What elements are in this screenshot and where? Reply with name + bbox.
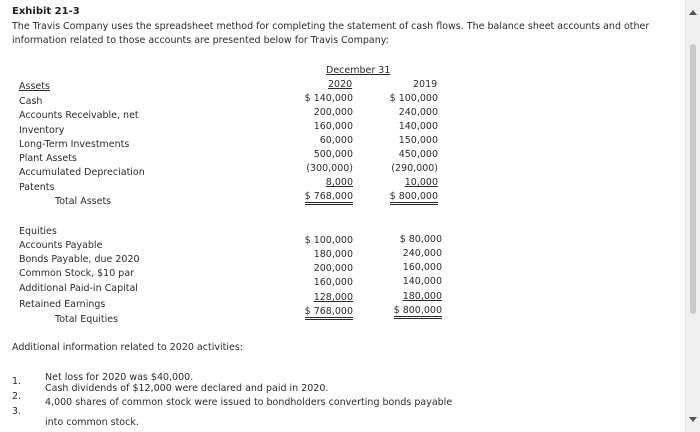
table-cell-2019: $ 80,000 [399,234,442,245]
total-assets-2019: $ 800,000 [390,191,438,205]
table-cell-2019: 150,000 [398,135,438,146]
table-cell-2020: $ 100,000 [304,235,353,246]
assets-heading: Assets [19,81,50,92]
total-assets-2020: $ 768,000 [305,191,353,205]
table-cell-2020: (300,000) [306,163,353,174]
table-row-label: Accumulated Depreciation [19,167,145,178]
table-row-label: Common Stock, $10 par [19,268,135,279]
scroll-down-icon[interactable] [689,417,697,422]
equities-heading: Equities [19,226,57,237]
table-cell-2019: $ 100,000 [389,93,438,104]
list-item-continuation: into common stock. [45,417,139,428]
list-item-number: 2. [12,391,22,402]
table-row-label: Plant Assets [19,153,77,164]
year-2020-header: 2020 [328,79,353,90]
table-cell-2019: 240,000 [402,248,442,259]
table-cell-2019: 140,000 [402,276,442,287]
table-cell-2019: 240,000 [398,107,438,118]
table-row-label: Additional Paid-in Capital [19,283,138,294]
scroll-thumb[interactable] [690,44,696,314]
table-row-label: Accounts Payable [19,240,103,251]
list-item: Cash dividends of $12,000 were declared and paid in 2020. [45,383,329,394]
total-assets-label: Total Assets [55,196,112,207]
table-cell-2020: 8,000 [325,177,353,188]
intro-line-1: The Travis Company uses the spreadsheet method for completing the statement of cash flows. The balance sheet accounts and other [12,21,650,32]
table-cell-2019: 10,000 [404,177,438,188]
intro-line-2: information related to those accounts are presented below for Travis Company: [12,35,389,46]
total-equities-2020: $ 768,000 [305,306,353,320]
table-cell-2020: 160,000 [313,277,353,288]
table-row-label: Long-Term Investments [19,139,130,150]
table-cell-2020: 200,000 [313,107,353,118]
vertical-scrollbar[interactable] [685,0,700,432]
table-cell-2020: 160,000 [313,121,353,132]
list-item: Net loss for 2020 was $40,000. [45,372,194,383]
additional-info-heading: Additional information related to 2020 activities: [12,342,243,353]
total-equities-label: Total Equities [55,314,119,325]
table-row-label: Inventory [19,125,65,136]
table-row-label: Patents [19,182,55,193]
table-cell-2019: 140,000 [398,121,438,132]
table-cell-2020: 200,000 [313,263,353,274]
table-row-label: Cash [19,96,43,107]
list-item-number: 1. [12,376,22,387]
exhibit-title: Exhibit 21-3 [12,6,80,17]
year-2019-header: 2019 [413,79,438,90]
scroll-up-icon[interactable] [689,10,697,15]
table-row-label: Accounts Receivable, net [19,110,139,121]
table-cell-2020: 60,000 [319,135,353,146]
table-cell-2019: 180,000 [402,291,442,302]
total-equities-2019: $ 800,000 [394,305,442,319]
table-cell-2020: 500,000 [313,149,353,160]
list-item-number: 3. [12,406,22,417]
table-cell-2019: 160,000 [402,262,442,273]
list-item: 4,000 shares of common stock were issued to bondholders converting bonds payable [45,397,453,408]
table-cell-2020: 128,000 [313,292,353,303]
table-row-label: Retained Earnings [19,299,106,310]
table-cell-2020: $ 140,000 [304,93,353,104]
table-cell-2019: 450,000 [398,149,438,160]
table-cell-2020: 180,000 [313,249,353,260]
table-cell-2019: (290,000) [391,163,438,174]
period-header: December 31 [326,65,391,76]
table-row-label: Bonds Payable, due 2020 [19,254,140,265]
